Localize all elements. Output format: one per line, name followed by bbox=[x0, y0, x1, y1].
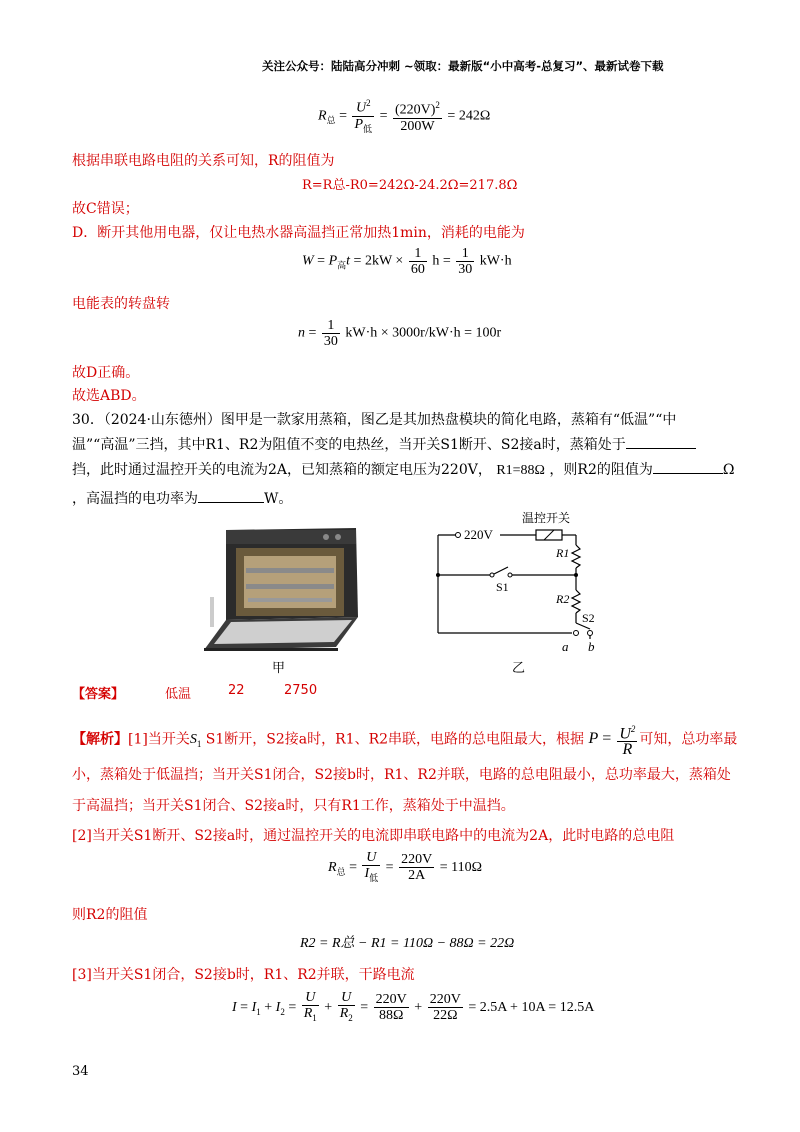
formula-r-total-top: $R_总$ = $\frac{U^2}{P_低}$ = $\frac{(220V)^2}{200W}$ = 242Ω bbox=[318, 98, 491, 135]
text-r-relation: 根据串联电路电阻的关系可知，R的阻值为 bbox=[72, 153, 335, 169]
formula-i: $I = I_1 + I_2$ = $\frac{U}{R_1}$ + $\frac{U}{R_2}$ = $\frac{220V}{88\Omega}$ + $\frac{220V}{22\Omega}$ = 2.5A + 10A = 12.5A bbox=[232, 990, 595, 1024]
answer-blank-2[interactable] bbox=[653, 473, 723, 474]
formula-w: $W = P_高t = 2kW$ × $\frac{1}{60}$ h = $\frac{1}{30}$ kW·h bbox=[302, 246, 512, 277]
label-r2: R2 bbox=[556, 592, 570, 606]
page-header: 关注公众号：陆陆高分冲刺 ~领取：最新版“小中高考-总复习”、最新试卷下载 bbox=[262, 59, 664, 73]
answer-value-1: 低温 bbox=[165, 687, 192, 702]
answer-value-2: 22 bbox=[228, 683, 245, 698]
circuit-diagram bbox=[430, 505, 610, 655]
answer-blank-1[interactable] bbox=[626, 448, 696, 449]
answer-blank-3[interactable] bbox=[198, 502, 264, 503]
text-c-wrong: 故C错误； bbox=[72, 201, 139, 217]
label-s2: S2 bbox=[582, 611, 595, 625]
caption-left: 甲 bbox=[272, 661, 286, 676]
analysis-p2: 小，蒸箱处于低温挡；当开关S1闭合，S2接b时，R1、R2并联，电路的总电阻最小，总功率最大，蒸箱处 bbox=[72, 767, 731, 783]
text-d-right: 故D正确。 bbox=[72, 365, 140, 381]
q30-line4: ，高温挡的电功率为 W。 bbox=[72, 491, 293, 507]
steam-oven-image bbox=[186, 522, 364, 652]
text-choose: 故选ABD。 bbox=[72, 388, 146, 404]
analysis-p4: [2]当开关S1断开、S2接a时，通过温控开关的电流即串联电路中的电流为2A，此时电路的总电阻 bbox=[72, 828, 675, 844]
analysis-p5: 则R2的阻值 bbox=[72, 907, 148, 923]
analysis-p6: [3]当开关S1闭合，S2接b时，R1、R2并联，干路电流 bbox=[72, 967, 415, 983]
formula-n: n = $\frac{1}{30}$ kW·h × 3000r/kW·h = 100r bbox=[298, 318, 502, 349]
answer-value-3: 2750 bbox=[284, 683, 318, 698]
caption-right: 乙 bbox=[512, 661, 526, 676]
label-a: a bbox=[562, 639, 569, 654]
analysis-p1: 【解析】[1]当开关$S_1$ S1断开，S2接a时，R1、R2串联，电路的总电阻最大，根据 P = $\frac{U^2}{R}$ 可知，总功率最 bbox=[72, 724, 738, 759]
label-b: b bbox=[588, 639, 595, 654]
page-number: 34 bbox=[72, 1064, 89, 1079]
q30-line2: 温”“高温”三挡，其中R1、R2为阻值不变的电热丝，当开关S1断开、S2接a时，蒸箱处于 bbox=[72, 434, 696, 454]
q30-line3: 挡，此时通过温控开关的电流为2A，已知蒸箱的额定电压为220V， R1=88Ω ，则R2的阻值为 Ω bbox=[72, 462, 735, 478]
label-220v: 220V bbox=[464, 527, 493, 542]
eq-r-value: R=R总-R0=242Ω-24.2Ω=217.8Ω bbox=[302, 178, 518, 193]
label-r1: R1 bbox=[556, 546, 570, 560]
q30-line1: 30．（2024·山东德州）图甲是一款家用蒸箱，图乙是其加热盘模块的简化电路，蒸箱有“低温”“中 bbox=[72, 412, 677, 428]
text-meter-line: 电能表的转盘转 bbox=[72, 296, 170, 312]
analysis-p3: 于高温挡；当开关S1闭合、S2接a时，只有R1工作，蒸箱处于中温挡。 bbox=[72, 798, 515, 814]
formula-r-total-mid: $R_总$ = $\frac{U}{I_低}$ = $\frac{220V}{2A}$ = 110Ω bbox=[328, 850, 482, 884]
answer-label: 【答案】 bbox=[72, 687, 125, 702]
label-thermo-switch: 温控开关 bbox=[522, 511, 571, 525]
formula-r2: R2 = R总 − R1 = 110Ω − 88Ω = 22Ω bbox=[300, 936, 515, 951]
text-d-statement: D．断开其他用电器，仅让电热水器高温挡正常加热1min，消耗的电能为 bbox=[72, 225, 525, 241]
label-s1: S1 bbox=[496, 580, 509, 594]
